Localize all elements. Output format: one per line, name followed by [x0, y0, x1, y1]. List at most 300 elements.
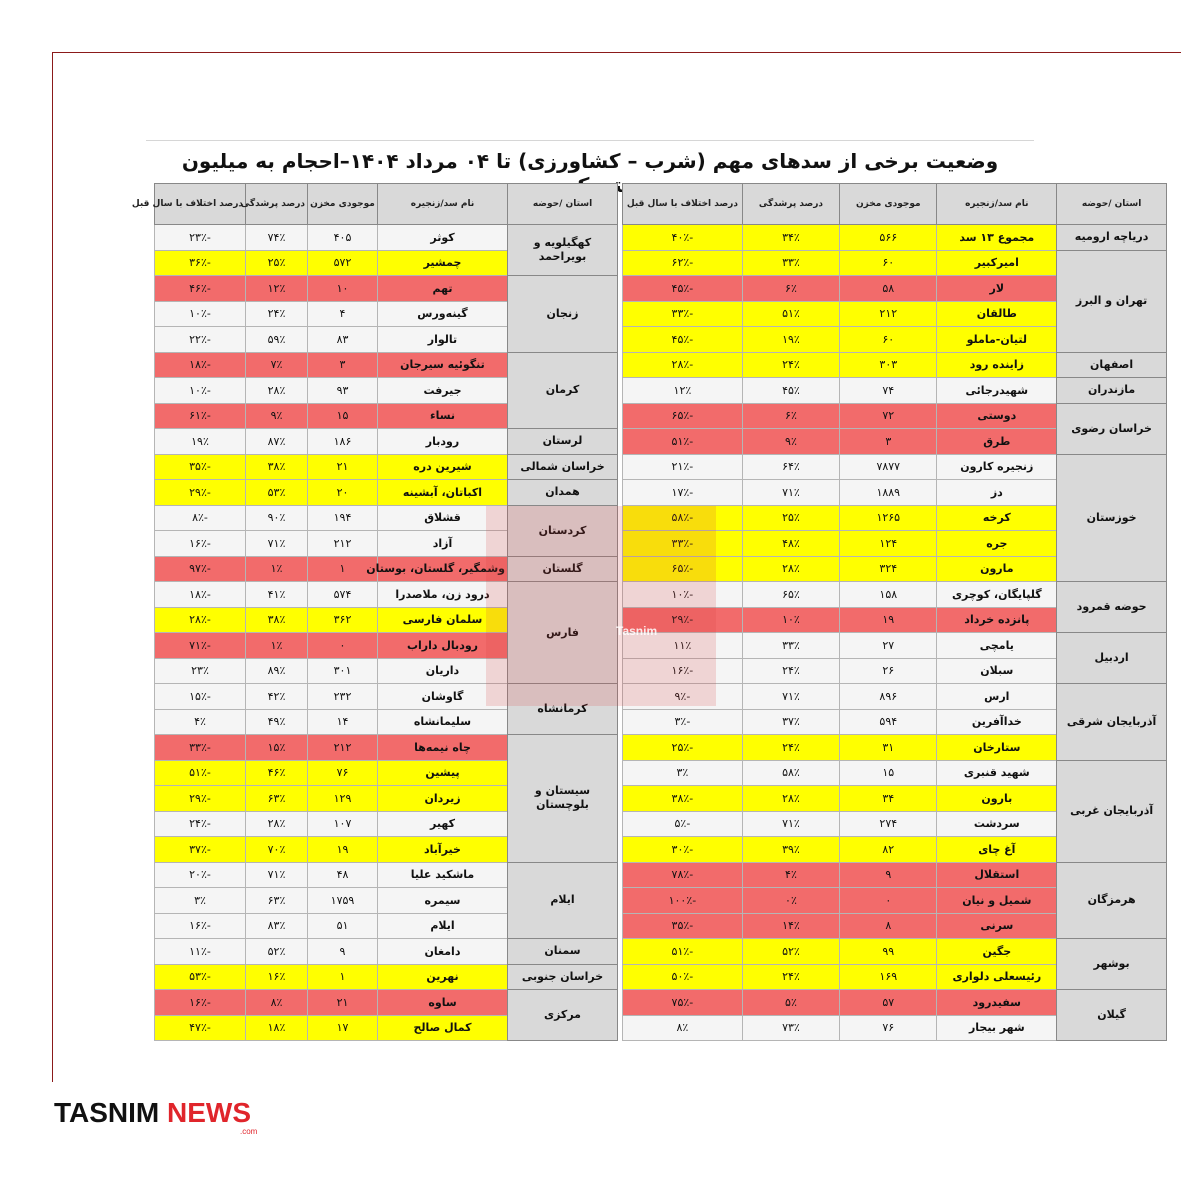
fill-cell: ۳۴٪	[742, 225, 839, 251]
volume-cell: ۳۶۲	[308, 607, 378, 633]
fill-cell: ۱۰٪	[742, 607, 839, 633]
fill-cell: ۲۵٪	[742, 505, 839, 531]
diff-cell: -۹۷٪	[155, 556, 246, 582]
province-cell: حوضه قمرود	[1057, 582, 1167, 633]
diff-cell: -۲۹٪	[623, 607, 743, 633]
tasnim-logo	[54, 1097, 258, 1136]
volume-cell: ۵۷	[840, 990, 937, 1016]
dam-cell: دوستی	[937, 403, 1057, 429]
fill-cell: ۹٪	[246, 403, 308, 429]
province-cell: گیلان	[1057, 990, 1167, 1041]
dam-cell: یامچی	[937, 633, 1057, 659]
fill-cell: ۴۶٪	[246, 760, 308, 786]
diff-cell: -۱۰۰٪	[623, 888, 743, 914]
fill-cell: ۴۲٪	[246, 684, 308, 710]
volume-cell: ۱۵	[308, 403, 378, 429]
fill-cell: ۶۴٪	[742, 454, 839, 480]
fill-cell: ۲۸٪	[246, 811, 308, 837]
fill-cell: ۱۴٪	[742, 913, 839, 939]
diff-cell: -۸٪	[155, 505, 246, 531]
dam-cell: کوثر	[378, 225, 508, 251]
dam-cell: شهر بیجار	[937, 1015, 1057, 1041]
table-row	[155, 429, 618, 455]
diff-cell: -۴۰٪	[623, 225, 743, 251]
left-table	[131, 183, 618, 1041]
volume-cell: ۱۵	[840, 760, 937, 786]
table-row	[155, 684, 618, 710]
dam-cell: پیشین	[378, 760, 508, 786]
diff-cell: ۸٪	[623, 1015, 743, 1041]
diff-cell: -۳۵٪	[623, 913, 743, 939]
volume-cell: ۹	[308, 939, 378, 965]
fill-cell: ۵۸٪	[742, 760, 839, 786]
fill-cell: ۱۵٪	[246, 735, 308, 761]
dam-cell: شمیل و نیان	[937, 888, 1057, 914]
fill-cell: ۷٪	[246, 352, 308, 378]
fill-cell: ۲۸٪	[742, 786, 839, 812]
logo-news: NEWS	[167, 1097, 252, 1128]
table-row	[623, 633, 1167, 659]
fill-cell: ۴۸٪	[742, 531, 839, 557]
diff-cell: -۶۱٪	[155, 403, 246, 429]
header-province: استان /حوضه	[1057, 184, 1167, 225]
header-fill: درصد پرشدگی	[246, 184, 308, 225]
diff-cell: -۱۸٪	[155, 352, 246, 378]
fill-cell: ۲۴٪	[742, 352, 839, 378]
fill-cell: ۲۴٪	[246, 301, 308, 327]
dam-cell: آزاد	[378, 531, 508, 557]
fill-cell: ۳۸٪	[246, 607, 308, 633]
table-row	[623, 225, 1167, 251]
dam-cell: ستارخان	[937, 735, 1057, 761]
diff-cell: -۲۴٪	[155, 811, 246, 837]
table-row	[623, 684, 1167, 710]
volume-cell: ۳۰۳	[840, 352, 937, 378]
fill-cell: ۷۴٪	[246, 225, 308, 251]
volume-cell: ۱۸۸۹	[840, 480, 937, 506]
table-row	[623, 250, 1167, 276]
fill-cell: ۸۳٪	[246, 913, 308, 939]
fill-cell: ۵۲٪	[246, 939, 308, 965]
diff-cell: -۵۱٪	[155, 760, 246, 786]
volume-cell: ۱۶۹	[840, 964, 937, 990]
dam-cell: گلپایگان، کوچری	[937, 582, 1057, 608]
province-cell: گلستان	[508, 556, 618, 582]
fill-cell: ۲۸٪	[742, 556, 839, 582]
dam-cell: کمال صالح	[378, 1015, 508, 1041]
diff-cell: -۵۱٪	[623, 429, 743, 455]
fill-cell: ۷۱٪	[742, 684, 839, 710]
diff-cell: -۵۰٪	[623, 964, 743, 990]
volume-cell: ۱۲۶۵	[840, 505, 937, 531]
dam-cell: استقلال	[937, 862, 1057, 888]
province-cell: لرستان	[508, 429, 618, 455]
header-dam: نام سد/زنجیره	[378, 184, 508, 225]
dam-cell: دامغان	[378, 939, 508, 965]
dam-cell: مجموع ۱۳ سد	[937, 225, 1057, 251]
table-row	[155, 964, 618, 990]
dam-cell: امیرکبیر	[937, 250, 1057, 276]
right-table-body	[623, 225, 1167, 1041]
fill-cell: ۲۸٪	[246, 378, 308, 404]
province-cell: ایلام	[508, 862, 618, 939]
province-cell: مازندران	[1057, 378, 1167, 404]
diff-cell: -۶۲٪	[623, 250, 743, 276]
diff-cell: -۲۰٪	[155, 862, 246, 888]
fill-cell: ۶٪	[742, 403, 839, 429]
diff-cell: -۷۵٪	[623, 990, 743, 1016]
diff-cell: -۹٪	[623, 684, 743, 710]
dam-cell: لار	[937, 276, 1057, 302]
volume-cell: ۰	[840, 888, 937, 914]
volume-cell: ۸۲	[840, 837, 937, 863]
dam-cell: ماشکید علیا	[378, 862, 508, 888]
table-row	[155, 990, 618, 1016]
fill-cell: ۱۶٪	[246, 964, 308, 990]
logo-tasnim: TASNIM	[54, 1097, 160, 1128]
dam-cell: شهیدرجائی	[937, 378, 1057, 404]
volume-cell: ۲۰	[308, 480, 378, 506]
volume-cell: ۷۶	[308, 760, 378, 786]
fill-cell: ۳۳٪	[742, 633, 839, 659]
fill-cell: ۳۳٪	[742, 250, 839, 276]
fill-cell: ۶٪	[742, 276, 839, 302]
dam-cell: مارون	[937, 556, 1057, 582]
province-cell: مرکزی	[508, 990, 618, 1041]
dam-cell: طالقان	[937, 301, 1057, 327]
diff-cell: -۳۵٪	[155, 454, 246, 480]
fill-cell: ۱٪	[246, 556, 308, 582]
diff-cell: -۴۶٪	[155, 276, 246, 302]
left-table-body	[155, 225, 618, 1041]
diff-cell: -۵۸٪	[623, 505, 743, 531]
diff-cell: -۱۶٪	[623, 658, 743, 684]
fill-cell: ۴۱٪	[246, 582, 308, 608]
province-cell: کرمان	[508, 352, 618, 429]
volume-cell: ۱۷۵۹	[308, 888, 378, 914]
table-row	[155, 454, 618, 480]
table-row	[155, 582, 618, 608]
volume-cell: ۴	[308, 301, 378, 327]
table-row	[623, 760, 1167, 786]
fill-cell: ۲۴٪	[742, 964, 839, 990]
diff-cell: -۴۵٪	[623, 327, 743, 353]
fill-cell: ۵٪	[742, 990, 839, 1016]
fill-cell: ۰٪	[742, 888, 839, 914]
volume-cell: ۹۹	[840, 939, 937, 965]
volume-cell: ۴۸	[308, 862, 378, 888]
fill-cell: ۳۷٪	[742, 709, 839, 735]
dam-cell: خداآفرین	[937, 709, 1057, 735]
right-table-header	[623, 184, 1167, 225]
fill-cell: ۲۵٪	[246, 250, 308, 276]
diff-cell: -۳۶٪	[155, 250, 246, 276]
fill-cell: ۹٪	[742, 429, 839, 455]
fill-cell: ۳۹٪	[742, 837, 839, 863]
diff-cell: -۴۵٪	[623, 276, 743, 302]
diff-cell: -۱۰٪	[155, 378, 246, 404]
volume-cell: ۶۰	[840, 250, 937, 276]
volume-cell: ۰	[308, 633, 378, 659]
volume-cell: ۴۰۵	[308, 225, 378, 251]
diff-cell: -۵۱٪	[623, 939, 743, 965]
dam-cell: سلیمانشاه	[378, 709, 508, 735]
volume-cell: ۸۹۶	[840, 684, 937, 710]
volume-cell: ۵۷۴	[308, 582, 378, 608]
diff-cell: -۵٪	[623, 811, 743, 837]
province-cell: خراسان جنوبی	[508, 964, 618, 990]
fill-cell: ۷۱٪	[246, 531, 308, 557]
table-row	[623, 862, 1167, 888]
fill-cell: ۲۴٪	[742, 658, 839, 684]
volume-cell: ۱۲۹	[308, 786, 378, 812]
header-diff: درصد اختلاف با سال قبل	[623, 184, 743, 225]
volume-cell: ۵۹۴	[840, 709, 937, 735]
dam-cell: سفیدرود	[937, 990, 1057, 1016]
diff-cell: -۳۸٪	[623, 786, 743, 812]
header-volume: موجودی مخزن	[840, 184, 937, 225]
volume-cell: ۸۳	[308, 327, 378, 353]
table-row	[155, 480, 618, 506]
dam-cell: سرنی	[937, 913, 1057, 939]
dam-cell: رودبار	[378, 429, 508, 455]
volume-cell: ۷۸۷۷	[840, 454, 937, 480]
header-province: استان /حوضه	[508, 184, 618, 225]
volume-cell: ۱۸۶	[308, 429, 378, 455]
dam-cell: گاوشان	[378, 684, 508, 710]
diff-cell: ۳٪	[155, 888, 246, 914]
volume-cell: ۱۲۴	[840, 531, 937, 557]
table-row	[623, 990, 1167, 1016]
volume-cell: ۱	[308, 964, 378, 990]
diff-cell: -۱۵٪	[155, 684, 246, 710]
page-title: وضعیت برخی از سدهای مهم (شرب – کشاورزی) تا ۰۴ مرداد ۱۴۰۴–احجام به میلیون	[181, 149, 999, 173]
volume-cell: ۵۱	[308, 913, 378, 939]
dam-cell: تنگوئیه سیرجان	[378, 352, 508, 378]
fill-cell: ۸۹٪	[246, 658, 308, 684]
diff-cell: -۶۵٪	[623, 403, 743, 429]
province-cell: زنجان	[508, 276, 618, 353]
fill-cell: ۹۰٪	[246, 505, 308, 531]
volume-cell: ۲۷	[840, 633, 937, 659]
table-row	[155, 225, 618, 251]
diff-cell: -۲۹٪	[155, 786, 246, 812]
volume-cell: ۱۹	[308, 837, 378, 863]
volume-cell: ۱۰	[308, 276, 378, 302]
volume-cell: ۱۵۸	[840, 582, 937, 608]
fill-cell: ۸٪	[246, 990, 308, 1016]
province-cell: کرمانشاه	[508, 684, 618, 735]
province-cell: دریاچه ارومیه	[1057, 225, 1167, 251]
table-row	[155, 276, 618, 302]
dam-cell: قشلاق	[378, 505, 508, 531]
dam-cell: گینه‌ورس	[378, 301, 508, 327]
dam-cell: زاینده رود	[937, 352, 1057, 378]
volume-cell: ۵۶۶	[840, 225, 937, 251]
volume-cell: ۲۱۲	[308, 531, 378, 557]
dam-cell: رودبال داراب	[378, 633, 508, 659]
diff-cell: -۴۷٪	[155, 1015, 246, 1041]
dam-cell: جره	[937, 531, 1057, 557]
volume-cell: ۲۱	[308, 454, 378, 480]
fill-cell: ۱۲٪	[246, 276, 308, 302]
table-row	[623, 378, 1167, 404]
frame-line-top	[52, 52, 1181, 53]
diff-cell: -۶۵٪	[623, 556, 743, 582]
dam-cell: سیمره	[378, 888, 508, 914]
province-cell: خراسان رضوی	[1057, 403, 1167, 454]
dam-cell: تالوار	[378, 327, 508, 353]
fill-cell: ۵۱٪	[742, 301, 839, 327]
diff-cell: -۱۶٪	[155, 531, 246, 557]
province-cell: خوزستان	[1057, 454, 1167, 582]
header-volume: موجودی مخزن	[308, 184, 378, 225]
fill-cell: ۵۲٪	[742, 939, 839, 965]
volume-cell: ۵۸	[840, 276, 937, 302]
fill-cell: ۵۳٪	[246, 480, 308, 506]
volume-cell: ۱۹	[840, 607, 937, 633]
volume-cell: ۱۷	[308, 1015, 378, 1041]
dam-cell: زنجیره کارون	[937, 454, 1057, 480]
fill-cell: ۴٪	[742, 862, 839, 888]
volume-cell: ۲۷۴	[840, 811, 937, 837]
diff-cell: -۳۳٪	[623, 531, 743, 557]
province-cell: اردبیل	[1057, 633, 1167, 684]
volume-cell: ۱۴	[308, 709, 378, 735]
frame-line-left	[52, 52, 53, 1082]
diff-cell: -۷۸٪	[623, 862, 743, 888]
volume-cell: ۲۱	[308, 990, 378, 1016]
table-row	[155, 939, 618, 965]
table-row	[155, 556, 618, 582]
volume-cell: ۹	[840, 862, 937, 888]
fill-cell: ۴۹٪	[246, 709, 308, 735]
fill-cell: ۳۸٪	[246, 454, 308, 480]
diff-cell: -۲۸٪	[623, 352, 743, 378]
fill-cell: ۷۱٪	[246, 862, 308, 888]
diff-cell: -۲۱٪	[623, 454, 743, 480]
province-cell: تهران و البرز	[1057, 250, 1167, 352]
diff-cell: -۳۳٪	[623, 301, 743, 327]
left-table-header	[155, 184, 618, 225]
dam-cell: شهید قنبری	[937, 760, 1057, 786]
fill-cell: ۸۷٪	[246, 429, 308, 455]
diff-cell: -۱۷٪	[623, 480, 743, 506]
fill-cell: ۲۴٪	[742, 735, 839, 761]
dam-cell: رئیسعلی دلواری	[937, 964, 1057, 990]
dam-cell: طرق	[937, 429, 1057, 455]
volume-cell: ۲۱۲	[308, 735, 378, 761]
dam-cell: کرخه	[937, 505, 1057, 531]
province-cell: خراسان شمالی	[508, 454, 618, 480]
fill-cell: ۱۸٪	[246, 1015, 308, 1041]
dam-cell: چمشیر	[378, 250, 508, 276]
diff-cell: ۴٪	[155, 709, 246, 735]
diff-cell: -۱۰٪	[155, 301, 246, 327]
diff-cell: -۱۱٪	[155, 939, 246, 965]
dam-cell: بارون	[937, 786, 1057, 812]
fill-cell: ۷۰٪	[246, 837, 308, 863]
fill-cell: ۴۵٪	[742, 378, 839, 404]
table-row	[155, 862, 618, 888]
table-row	[623, 939, 1167, 965]
dam-cell: نساء	[378, 403, 508, 429]
fill-cell: ۱٪	[246, 633, 308, 659]
dam-cell: دز	[937, 480, 1057, 506]
volume-cell: ۳۰۱	[308, 658, 378, 684]
dam-cell: جیرفت	[378, 378, 508, 404]
dam-cell: سلمان فارسی	[378, 607, 508, 633]
dam-cell: ارس	[937, 684, 1057, 710]
diff-cell: -۲۵٪	[623, 735, 743, 761]
diff-cell: -۲۳٪	[155, 225, 246, 251]
fill-cell: ۶۳٪	[246, 786, 308, 812]
document-image	[131, 140, 1157, 1053]
province-cell: فارس	[508, 582, 618, 684]
volume-cell: ۹۳	[308, 378, 378, 404]
dam-cell: لتیان-ماملو	[937, 327, 1057, 353]
dam-cell: چاه نیمه‌ها	[378, 735, 508, 761]
diff-cell: -۵۳٪	[155, 964, 246, 990]
table-row	[155, 352, 618, 378]
volume-cell: ۳	[840, 429, 937, 455]
volume-cell: ۳۲۴	[840, 556, 937, 582]
volume-cell: ۳۱	[840, 735, 937, 761]
diff-cell: ۳٪	[623, 760, 743, 786]
logo-suffix: .com	[240, 1127, 258, 1136]
diff-cell: ۱۹٪	[155, 429, 246, 455]
diff-cell: -۲۲٪	[155, 327, 246, 353]
diff-cell: ۱۲٪	[623, 378, 743, 404]
province-cell: کردستان	[508, 505, 618, 556]
dam-cell: کهیر	[378, 811, 508, 837]
header-dam: نام سد/زنجیره	[937, 184, 1057, 225]
province-cell: سمنان	[508, 939, 618, 965]
volume-cell: ۷۲	[840, 403, 937, 429]
diff-cell: -۷۱٪	[155, 633, 246, 659]
dam-cell: درود زن، ملاصدرا	[378, 582, 508, 608]
fill-cell: ۷۳٪	[742, 1015, 839, 1041]
diff-cell: ۱۱٪	[623, 633, 743, 659]
diff-cell: -۲۹٪	[155, 480, 246, 506]
diff-cell: -۳۳٪	[155, 735, 246, 761]
header-diff: درصد اختلاف با سال قبل	[155, 184, 246, 225]
volume-cell: ۸	[840, 913, 937, 939]
dam-cell: سردشت	[937, 811, 1057, 837]
volume-cell: ۶۰	[840, 327, 937, 353]
fill-cell: ۷۱٪	[742, 480, 839, 506]
volume-cell: ۱۹۴	[308, 505, 378, 531]
volume-cell: ۲۱۲	[840, 301, 937, 327]
diff-cell: -۱۰٪	[623, 582, 743, 608]
province-cell: اصفهان	[1057, 352, 1167, 378]
table-row	[155, 735, 618, 761]
dam-cell: پانزده خرداد	[937, 607, 1057, 633]
volume-cell: ۱	[308, 556, 378, 582]
dam-cell: وشمگیر، گلستان، بوستان	[378, 556, 508, 582]
table-row	[155, 505, 618, 531]
fill-cell: ۷۱٪	[742, 811, 839, 837]
right-table	[622, 183, 1167, 1041]
table-row	[623, 454, 1167, 480]
dam-cell: خیرآباد	[378, 837, 508, 863]
diff-cell: -۳٪	[623, 709, 743, 735]
dam-cell: اکباتان، آبشینه	[378, 480, 508, 506]
dam-cell: آغ چای	[937, 837, 1057, 863]
fill-cell: ۶۳٪	[246, 888, 308, 914]
dam-cell: نهرین	[378, 964, 508, 990]
table-row	[623, 582, 1167, 608]
